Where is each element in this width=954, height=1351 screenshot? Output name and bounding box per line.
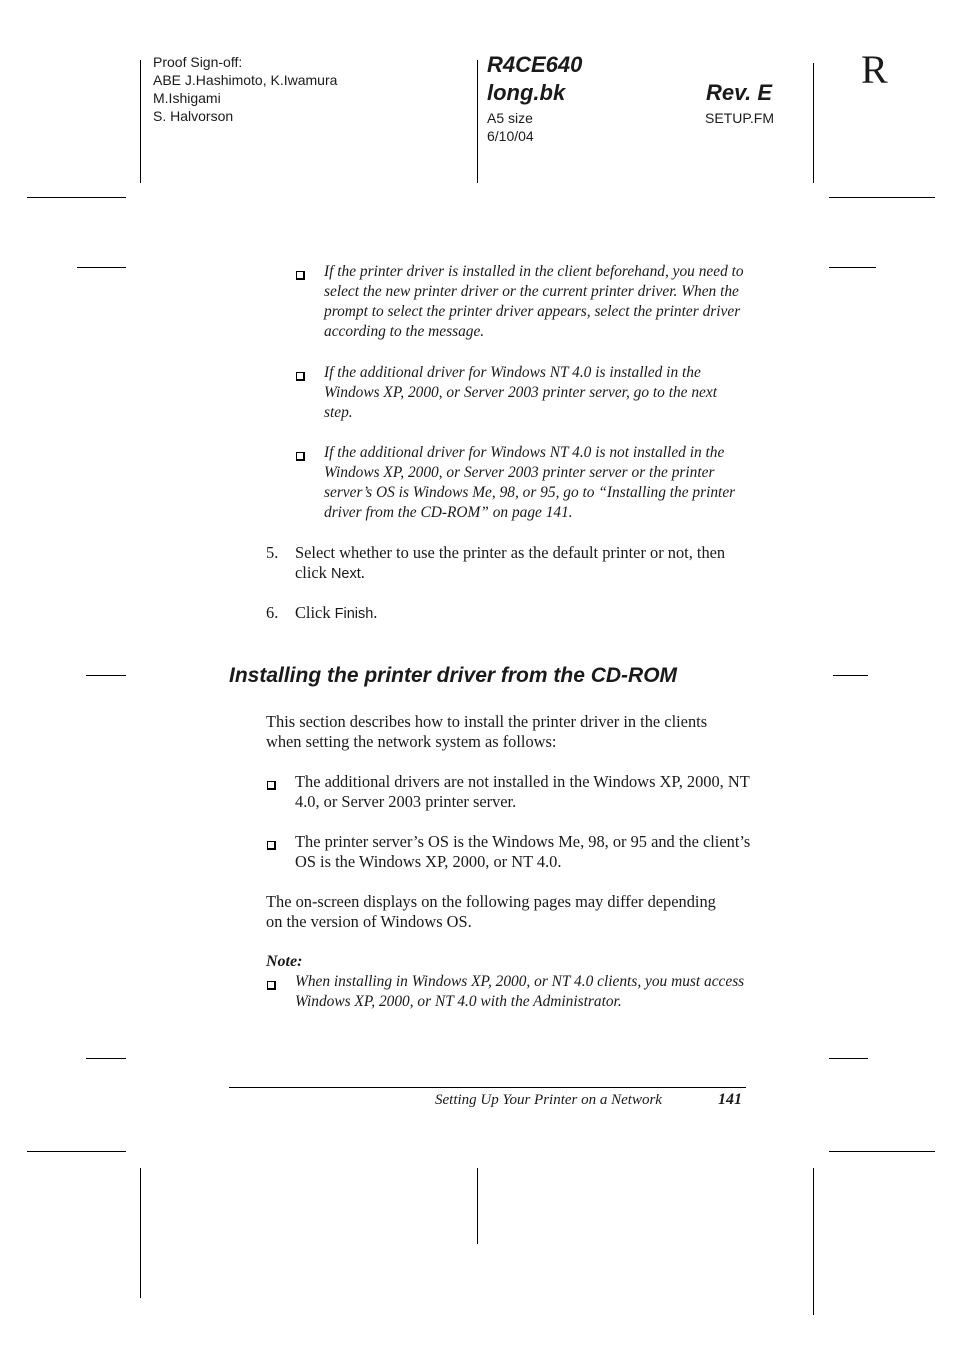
ui-label-finish: Finish	[334, 606, 374, 622]
ui-label-next: Next	[330, 566, 361, 582]
footer-chapter: Setting Up Your Printer on a Network	[435, 1092, 662, 1108]
doc-code-block	[487, 51, 582, 107]
tip-bullet-icon	[296, 267, 305, 285]
crop-mark	[813, 1168, 814, 1315]
crop-mark	[829, 1151, 935, 1152]
step-number: 5.	[266, 543, 279, 562]
condition-bullet-icon	[267, 837, 276, 855]
proof-signoff	[153, 53, 337, 125]
tip-item: If the printer driver is installed in the client beforehand, you need to select the new printer driver or the current printer driver. When the prompt to select the printer driver appears, select the printer driver according to the message.	[324, 263, 744, 340]
step-text-part: .	[373, 603, 378, 622]
revision: Rev. E	[706, 80, 773, 105]
file-name: SETUP.FM	[705, 110, 774, 126]
step-text	[295, 603, 751, 624]
proof-line: ABE J.Hashimoto, K.Iwamura	[153, 72, 338, 88]
step-number: 6.	[266, 603, 279, 622]
page-number: 141	[718, 1091, 742, 1108]
condition-item: The printer server’s OS is the Windows Me, 98, or 95 and the client’s OS is the Windows XP, 2000, or NT 4.0.	[295, 832, 751, 871]
section-intro: This section describes how to install the printer driver in the clients when setting the network system as follows:	[266, 712, 708, 751]
crop-mark	[477, 60, 478, 183]
note-label: Note:	[266, 953, 303, 970]
crop-mark	[27, 1151, 126, 1152]
crop-mark	[140, 1168, 141, 1298]
section-heading: Installing the printer driver from the CD-ROM	[229, 664, 678, 687]
tip-bullet-icon	[296, 448, 305, 466]
corner-letter: R	[861, 47, 888, 92]
tip-item: If the additional driver for Windows NT 4.0 is installed in the Windows XP, 2000, or Server 2003 printer server, go to the next step.	[324, 364, 717, 421]
crop-mark	[813, 63, 814, 183]
step-text	[295, 543, 751, 584]
paper-size: A5 size	[487, 110, 533, 126]
condition-item: The additional drivers are not installed in the Windows XP, 2000, NT 4.0, or Server 2003 printer server.	[295, 772, 750, 811]
tip-bullet-icon	[296, 368, 305, 386]
doc-date: 6/10/04	[487, 128, 534, 144]
step-text-part: Click	[295, 603, 335, 622]
doc-code: R4CE640	[487, 52, 583, 77]
footer-rule	[229, 1087, 746, 1088]
crop-mark	[27, 197, 126, 198]
note-text: When installing in Windows XP, 2000, or NT 4.0 clients, you must access Windows XP, 2000, or NT 4.0 with the Administrator.	[295, 973, 745, 1010]
crop-mark	[86, 675, 126, 676]
book-name: long.bk	[487, 80, 566, 105]
crop-mark	[77, 267, 126, 268]
step-text-part: Select whether to use the printer as the default printer or not, then click	[295, 543, 726, 582]
crop-mark	[829, 267, 876, 268]
crop-mark	[140, 60, 141, 183]
doc-meta	[487, 109, 534, 145]
note-bullet-icon	[267, 977, 276, 995]
proof-line: M.Ishigami	[153, 90, 221, 106]
condition-bullet-icon	[267, 777, 276, 795]
crop-mark	[829, 197, 935, 198]
crop-mark	[86, 1058, 126, 1059]
crop-mark	[477, 1168, 478, 1244]
display-note: The on-screen displays on the following pages may differ depending on the version of Windows OS.	[266, 892, 716, 931]
proof-line: Proof Sign-off:	[153, 54, 243, 70]
step-text-part: .	[360, 563, 365, 582]
tip-item: If the additional driver for Windows NT 4.0 is not installed in the Windows XP, 2000, or Server 2003 printer server or the printer server’s OS is Windows Me, 98, or 95, go to “Installing the printer driver from the CD-ROM” on page 141.	[324, 444, 736, 521]
crop-mark	[833, 675, 868, 676]
crop-mark	[829, 1058, 868, 1059]
proof-line: S. Halvorson	[153, 108, 234, 124]
